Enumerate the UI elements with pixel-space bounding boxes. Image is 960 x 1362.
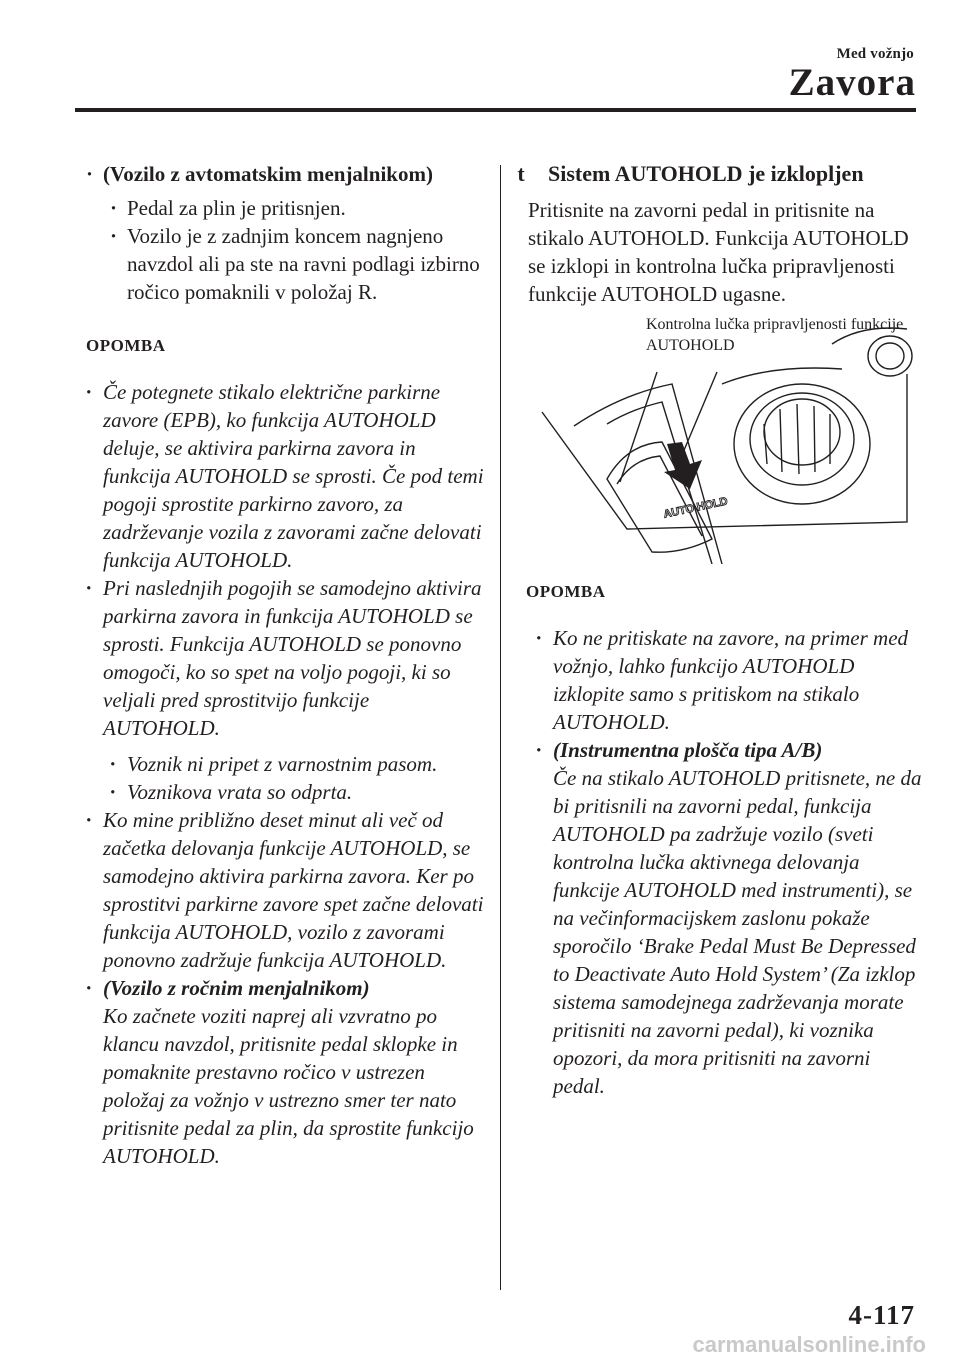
list-item: · Pedal za plin je pritisnjen. — [86, 194, 486, 222]
transmission-subitems — [86, 194, 486, 306]
dial — [734, 384, 870, 504]
note-body — [512, 624, 922, 1100]
section-marker: t — [517, 161, 525, 186]
page-number: 4-117 — [848, 1300, 915, 1330]
manual-transmission-label: (Vozilo z ročnim menjalnikom) — [103, 976, 370, 1000]
watermark: carmanualsonline.info — [692, 1332, 926, 1357]
header-rule — [75, 108, 916, 112]
right-column — [512, 160, 922, 1100]
list-item: · Voznikova vrata so odprta. — [86, 778, 486, 806]
section-title: Sistem AUTOHOLD je izklopljen — [548, 161, 864, 186]
note-item: · Če potegnete stikalo električne parkirne zavore (EPB), ko funkcija AUTOHOLD deluje, se aktivira parkirna zavora in funkcija AUTOHOLD se sprosti. Če pod temi pogoji sprostite parkirno zavoro, za zadrževanje vozila z zavorami začne delovati funkcija AUTOHOLD. — [86, 378, 486, 574]
note-body — [86, 378, 486, 1170]
header-section-label: Med vožnjo — [836, 46, 914, 62]
instrument-panel-label: (Instrumentna plošča tipa A/B) — [553, 738, 823, 762]
autohold-figure — [512, 314, 922, 564]
note-label: OPOMBA — [526, 582, 606, 601]
column-divider — [500, 165, 501, 1290]
note-subitems — [86, 750, 486, 806]
list-item: · Vozilo je z zadnjim koncem nagnjeno navzdol ali pa ste na ravni podlagi izbirno ročico pomaknili v položaj R. — [86, 222, 486, 306]
page-title: Zavora — [788, 61, 916, 104]
transmission-bullet: · (Vozilo z avtomatskim menjalnikom) — [86, 160, 486, 188]
note-item: · Ko mine približno deset minut ali več od začetka delovanja funkcije AUTOHOLD, se samodejno aktivira parkirna zavora. Ker po sprostitvi parkirne zavore spet začne delovati funkcija AUTOHOLD, vozilo z zavorami ponovno zadržuje funkcija AUTOHOLD. — [86, 806, 486, 974]
manual-transmission-text: Ko začnete voziti naprej ali vzvratno po klancu navzdol, pritisnite pedal sklopke in pomaknite prestavno ročico v ustrezen položaj za vožnjo v ustrezno smer ter nato pritisnite pedal za plin, da sprostite funkcijo AUTOHOLD. — [103, 1004, 474, 1168]
switch-housing — [607, 442, 712, 552]
section-heading — [512, 160, 922, 188]
instrument-panel-text: Če na stikalo AUTOHOLD pritisnete, ne da bi pritisnili na zavorni pedal, funkcija AUTOHOLD pa zadržuje vozilo (sveti kontrolna lučka aktivnega delovanja funkcije AUTOHOLD med instrumenti), se na večinformacijskem zaslonu pokaže sporočilo ‘Brake Pedal Must Be Depressed to Deactivate Auto Hold System’ (Za izklop sistema samodejnega zadrževanja morate pritisniti na zavorni pedal), ki voznika opozori, da mora pritisniti na zavorni pedal. — [553, 766, 922, 1098]
figure-caption: Kontrolna lučka pripravljenosti funkcije AUTOHOLD — [646, 316, 904, 354]
left-column — [86, 160, 486, 1170]
note-item — [86, 974, 486, 1170]
note-label: OPOMBA — [86, 336, 166, 355]
list-item: · Voznik ni pripet z varnostnim pasom. — [86, 750, 486, 778]
note-item: · Ko ne pritiskate na zavore, na primer med vožnjo, lahko funkcijo AUTOHOLD izklopite samo s pritiskom na stikalo AUTOHOLD. — [536, 624, 922, 736]
note-item — [536, 736, 922, 1100]
instruction-paragraph: Pritisnite na zavorni pedal in pritisnite na stikalo AUTOHOLD. Funkcija AUTOHOLD se izklopi in kontrolna lučka pripravljenosti funkcije AUTOHOLD ugasne. — [528, 198, 909, 306]
press-arrow-icon — [664, 442, 702, 489]
autohold-button-text: AUTO HOLD — [662, 495, 729, 521]
note-item: · Pri naslednjih pogojih se samodejno aktivira parkirna zavora in funkcija AUTOHOLD se sprosti. Funkcija AUTOHOLD se ponovno omogoči, ko so spet na voljo pogoji, ki so veljali pred sprostitvijo funkcije AUTOHOLD. — [86, 574, 486, 742]
